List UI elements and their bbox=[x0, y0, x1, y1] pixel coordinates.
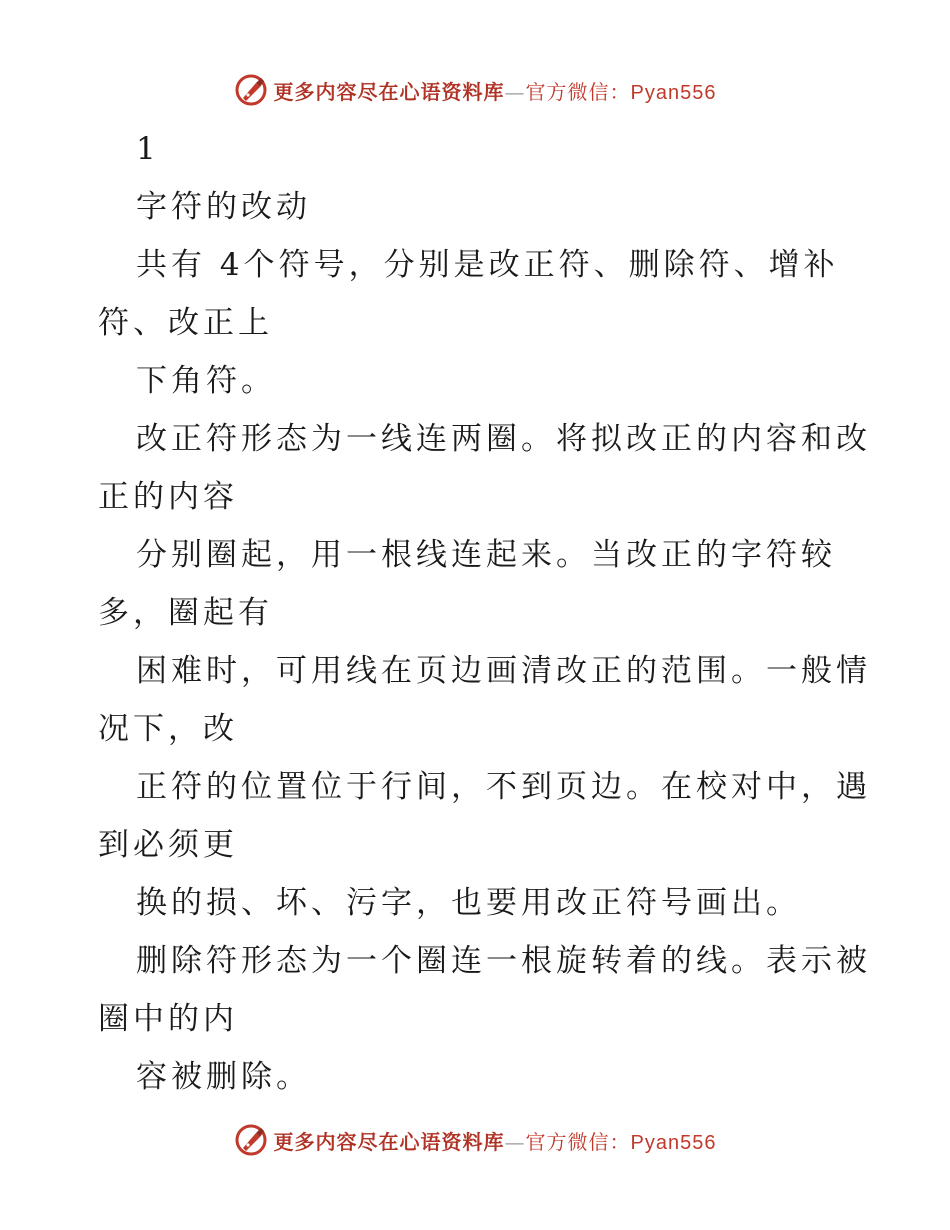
banner-label: 官方微信： bbox=[525, 79, 631, 104]
footer-banner-inner bbox=[234, 1123, 717, 1157]
text-line: 多，圈起有 bbox=[98, 595, 273, 631]
pen-nib-logo-icon bbox=[234, 73, 268, 107]
text-line: 共有 4个符号，分别是改正符、删除符、增补 bbox=[136, 247, 839, 283]
text-line: 容被删除。 bbox=[136, 1059, 311, 1095]
banner-wechat-id: Pyan556 bbox=[630, 81, 717, 104]
text-line: 删除符形态为一个圈连一根旋转着的线。表示被 bbox=[136, 943, 871, 979]
text-line: 正的内容 bbox=[98, 479, 238, 515]
text-line: 下角符。 bbox=[136, 363, 276, 399]
banner-brand: 更多内容尽在心语资料库 bbox=[273, 79, 505, 104]
text-line: 况下，改 bbox=[98, 711, 238, 747]
banner-separator: — bbox=[504, 1129, 526, 1154]
pen-nib-logo-icon bbox=[234, 1123, 268, 1157]
footer-banner bbox=[0, 1120, 950, 1160]
text-line: 圈中的内 bbox=[98, 1001, 238, 1037]
text-line: 困难时，可用线在页边画清改正的范围。一般情 bbox=[136, 653, 871, 689]
text-line: 1 bbox=[136, 131, 160, 167]
text-line: 换的损、坏、污字，也要用改正符号画出。 bbox=[136, 885, 801, 921]
text-line: 分别圈起，用一根线连起来。当改正的字符较 bbox=[136, 537, 836, 573]
text-line: 正符的位置位于行间，不到页边。在校对中，遇 bbox=[136, 769, 871, 805]
footer-banner-text bbox=[274, 1126, 717, 1155]
banner-label: 官方微信： bbox=[525, 1129, 631, 1154]
text-line: 符、改正上 bbox=[98, 305, 273, 341]
banner-wechat-id: Pyan556 bbox=[630, 1131, 717, 1154]
text-line: 字符的改动 bbox=[136, 189, 311, 225]
document-body bbox=[98, 120, 871, 1106]
header-banner bbox=[0, 70, 950, 110]
banner-brand: 更多内容尽在心语资料库 bbox=[273, 1129, 505, 1154]
header-banner-text bbox=[274, 76, 717, 105]
text-line: 到必须更 bbox=[98, 827, 238, 863]
banner-separator: — bbox=[504, 79, 526, 104]
text-line: 改正符形态为一线连两圈。将拟改正的内容和改 bbox=[136, 421, 871, 457]
header-banner-inner bbox=[234, 73, 717, 107]
